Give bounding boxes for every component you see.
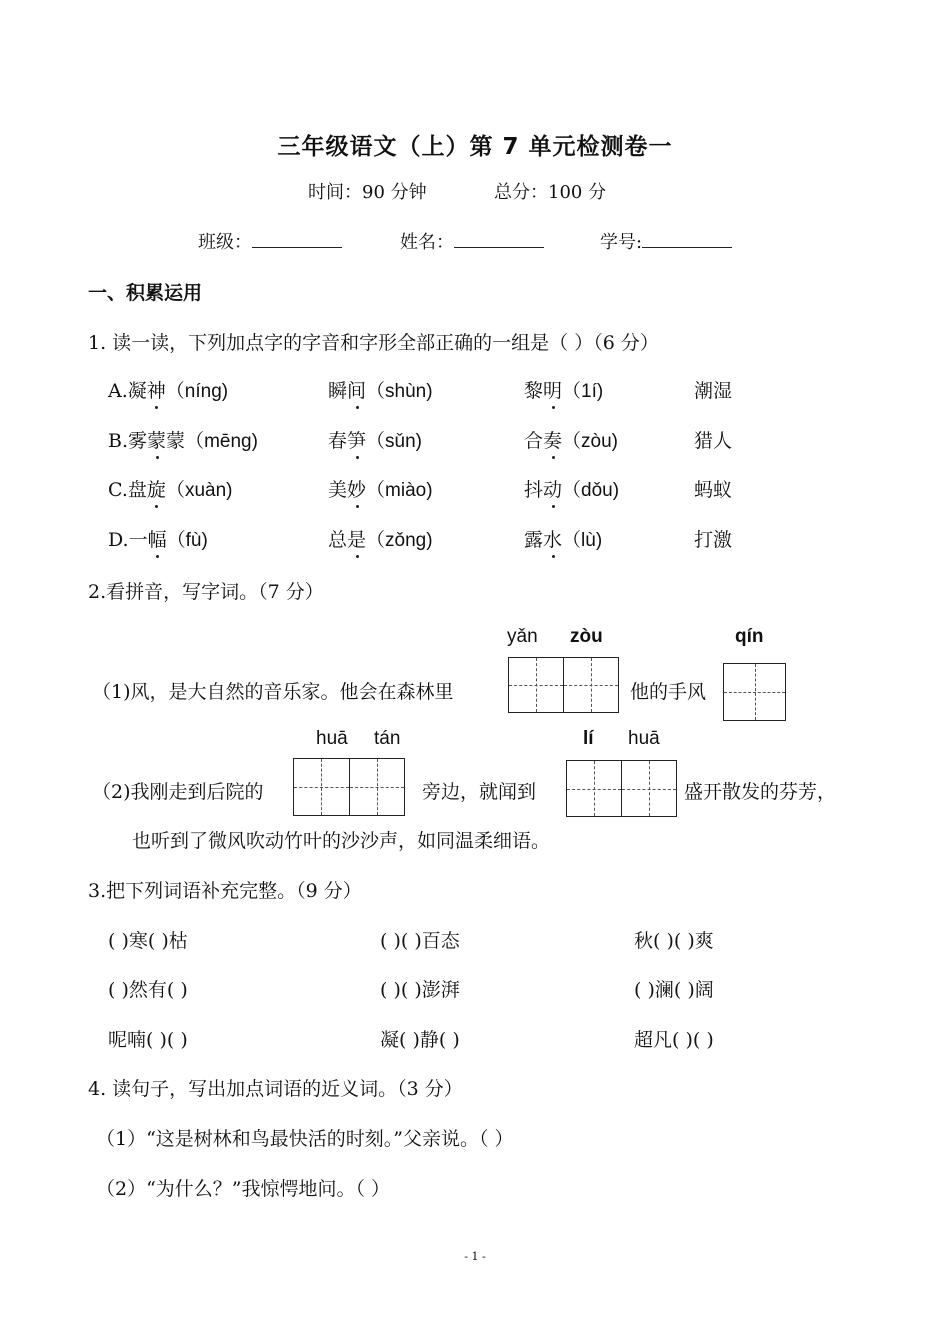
q1-pinyin: （dǒu) <box>562 480 620 501</box>
class-field <box>198 228 342 254</box>
name-label: 姓名： <box>400 232 454 253</box>
q1-dotted-char: 是 <box>347 529 367 551</box>
q1-pinyin: （1í) <box>562 381 604 402</box>
answer-cell[interactable] <box>564 658 618 712</box>
q1-dotted-char: 神 <box>146 380 166 402</box>
q1-option-item <box>328 376 433 403</box>
q1-stem: 1. 读一读，下列加点字的字音和字形全部正确的一组是（ ）（6 分） <box>88 332 659 354</box>
q3-idiom-item[interactable]: 超凡( )( ) <box>634 1029 714 1051</box>
q3-idiom-item[interactable]: ( )( )澎湃 <box>380 979 460 1001</box>
q1-word-text: 春 <box>328 430 348 452</box>
q1-word-text: 猎人 <box>694 430 733 452</box>
q1-pinyin: （fù) <box>166 530 208 551</box>
q3-idiom-item[interactable]: ( )寒( )枯 <box>108 930 188 952</box>
q1-word-text: 凝 <box>127 380 147 402</box>
q1-option-label[interactable]: C. <box>108 479 128 501</box>
q1-option-item <box>694 426 732 453</box>
q1-option-item <box>328 475 433 502</box>
q2-sentence2-part1: （2)我刚走到后院的 <box>92 781 264 803</box>
q1-dotted-char: 间 <box>347 380 367 402</box>
q1-word-text: 抖 <box>524 479 544 501</box>
q1-word-text: 瞬 <box>328 380 348 402</box>
q2-sentence1-part1: （1)风，是大自然的音乐家。他会在森林里 <box>92 681 454 703</box>
q1-option-item <box>694 525 732 552</box>
pinyin-zou: zòu <box>570 626 603 647</box>
answer-cell[interactable] <box>509 658 564 712</box>
q1-word-text: 盘 <box>127 479 147 501</box>
q3-stem: 3.把下列词语补充完整。（9 分） <box>88 880 362 902</box>
q1-option-item <box>108 525 208 552</box>
answer-box-lihua[interactable] <box>566 760 677 817</box>
q1-word-text: 潮湿 <box>694 380 733 402</box>
section-title: 一、积累运用 <box>88 282 203 304</box>
answer-cell[interactable] <box>294 759 350 815</box>
class-label: 班级： <box>198 232 252 253</box>
q1-dotted-char: 笋 <box>347 430 367 452</box>
answer-box-qin[interactable] <box>723 663 786 721</box>
q1-word-text: 黎 <box>524 380 544 402</box>
pinyin-li: lí <box>583 728 594 749</box>
q1-option-label[interactable]: A. <box>108 380 128 402</box>
q4-sentence1: （1）“这是树林和鸟最快活的时刻。”父亲说。（ ） <box>96 1128 514 1150</box>
q1-pinyin: （xuàn) <box>165 480 233 501</box>
q2-sentence2-part3: 盛开散发的芬芳， <box>684 781 837 803</box>
q1-pinyin: （miào) <box>366 480 433 501</box>
name-field <box>400 228 544 254</box>
q1-dotted-char: 妙 <box>347 479 367 501</box>
pinyin-yan: yǎn <box>507 626 538 647</box>
answer-cell[interactable] <box>350 759 405 815</box>
q1-word-text: 蒙 <box>166 430 186 452</box>
q1-word-text: 总 <box>328 529 348 551</box>
q1-word-text: 雾 <box>128 430 148 452</box>
q1-dotted-char: 幅 <box>147 529 167 551</box>
q1-option-item <box>328 525 433 552</box>
q1-pinyin: （lù) <box>562 530 603 551</box>
q1-option-item <box>524 426 618 453</box>
q1-dotted-char: 明 <box>543 380 563 402</box>
q1-option-item <box>328 426 422 453</box>
q1-word-text: 一 <box>128 529 148 551</box>
q2-sentence2-part4: 也听到了微风吹动竹叶的沙沙声，如同温柔细语。 <box>132 830 551 852</box>
q1-option-item <box>108 376 228 403</box>
q3-idiom-item[interactable]: 凝( )静( ) <box>380 1029 460 1051</box>
q1-pinyin: （zǒng) <box>366 530 433 551</box>
q1-option-item <box>108 426 258 453</box>
page-number: - 1 - <box>464 1250 486 1263</box>
q2-sentence1-part2: 他的手风 <box>630 681 707 703</box>
exam-score: 总分：100 分 <box>494 182 607 203</box>
answer-box-huatan[interactable] <box>293 758 405 816</box>
answer-box-yanzou[interactable] <box>508 657 619 713</box>
q1-word-text: 打激 <box>694 529 733 551</box>
q3-idiom-item[interactable]: ( )澜( )阔 <box>634 979 714 1001</box>
q1-pinyin: （sǔn) <box>366 431 422 452</box>
q3-idiom-item[interactable]: 呢喃( )( ) <box>108 1029 188 1051</box>
q3-idiom-item[interactable]: ( )( )百态 <box>380 930 460 952</box>
pinyin-hua1: huā <box>316 728 348 749</box>
q1-word-text: 蚂蚁 <box>694 479 733 501</box>
q4-sentence2: （2）“为什么？”我惊愕地问。（ ） <box>96 1178 391 1200</box>
q3-idiom-item[interactable]: ( )然有( ) <box>108 979 188 1001</box>
q1-dotted-char: 动 <box>543 479 563 501</box>
q1-dotted-char: 水 <box>543 529 563 551</box>
q1-word-text: 合 <box>524 430 544 452</box>
q1-option-item <box>524 376 603 403</box>
pinyin-tan: tán <box>374 728 401 749</box>
id-label: 学号: <box>600 232 643 253</box>
q1-option-item <box>108 475 232 502</box>
q1-pinyin: （níng) <box>165 381 229 402</box>
q1-dotted-char: 蒙 <box>147 430 167 452</box>
q3-idiom-item[interactable]: 秋( )( )爽 <box>634 930 714 952</box>
class-blank[interactable] <box>252 229 342 248</box>
q1-pinyin: （zòu) <box>562 431 618 452</box>
pinyin-hua2: huā <box>628 728 660 749</box>
q1-option-label[interactable]: D. <box>108 529 129 551</box>
q1-word-text: 露 <box>524 529 544 551</box>
q2-sentence2-part2: 旁边，就闻到 <box>422 781 537 803</box>
q1-dotted-char: 旋 <box>146 479 166 501</box>
q2-stem: 2.看拼音，写字词。（7 分） <box>88 581 324 603</box>
q1-pinyin: （shùn) <box>366 381 433 402</box>
pinyin-qin: qín <box>735 626 764 647</box>
id-blank[interactable] <box>642 229 732 248</box>
id-field <box>600 228 732 254</box>
q1-dotted-char: 奏 <box>543 430 563 452</box>
q1-option-item <box>524 475 619 502</box>
page-title: 三年级语文（上）第 7 单元检测卷一 <box>277 134 673 160</box>
q4-stem: 4. 读句子，写出加点词语的近义词。（3 分） <box>88 1078 463 1100</box>
q1-option-item <box>694 475 732 502</box>
exam-time: 时间：90 分钟 <box>308 182 427 203</box>
answer-cell[interactable] <box>567 761 622 816</box>
name-blank[interactable] <box>454 229 544 248</box>
answer-cell[interactable] <box>724 664 785 720</box>
answer-cell[interactable] <box>622 761 676 816</box>
q1-pinyin: （mēng) <box>185 431 258 452</box>
q1-option-item <box>694 376 732 403</box>
q1-option-item <box>524 525 602 552</box>
q1-option-label[interactable]: B. <box>108 430 129 452</box>
q1-word-text: 美 <box>328 479 348 501</box>
